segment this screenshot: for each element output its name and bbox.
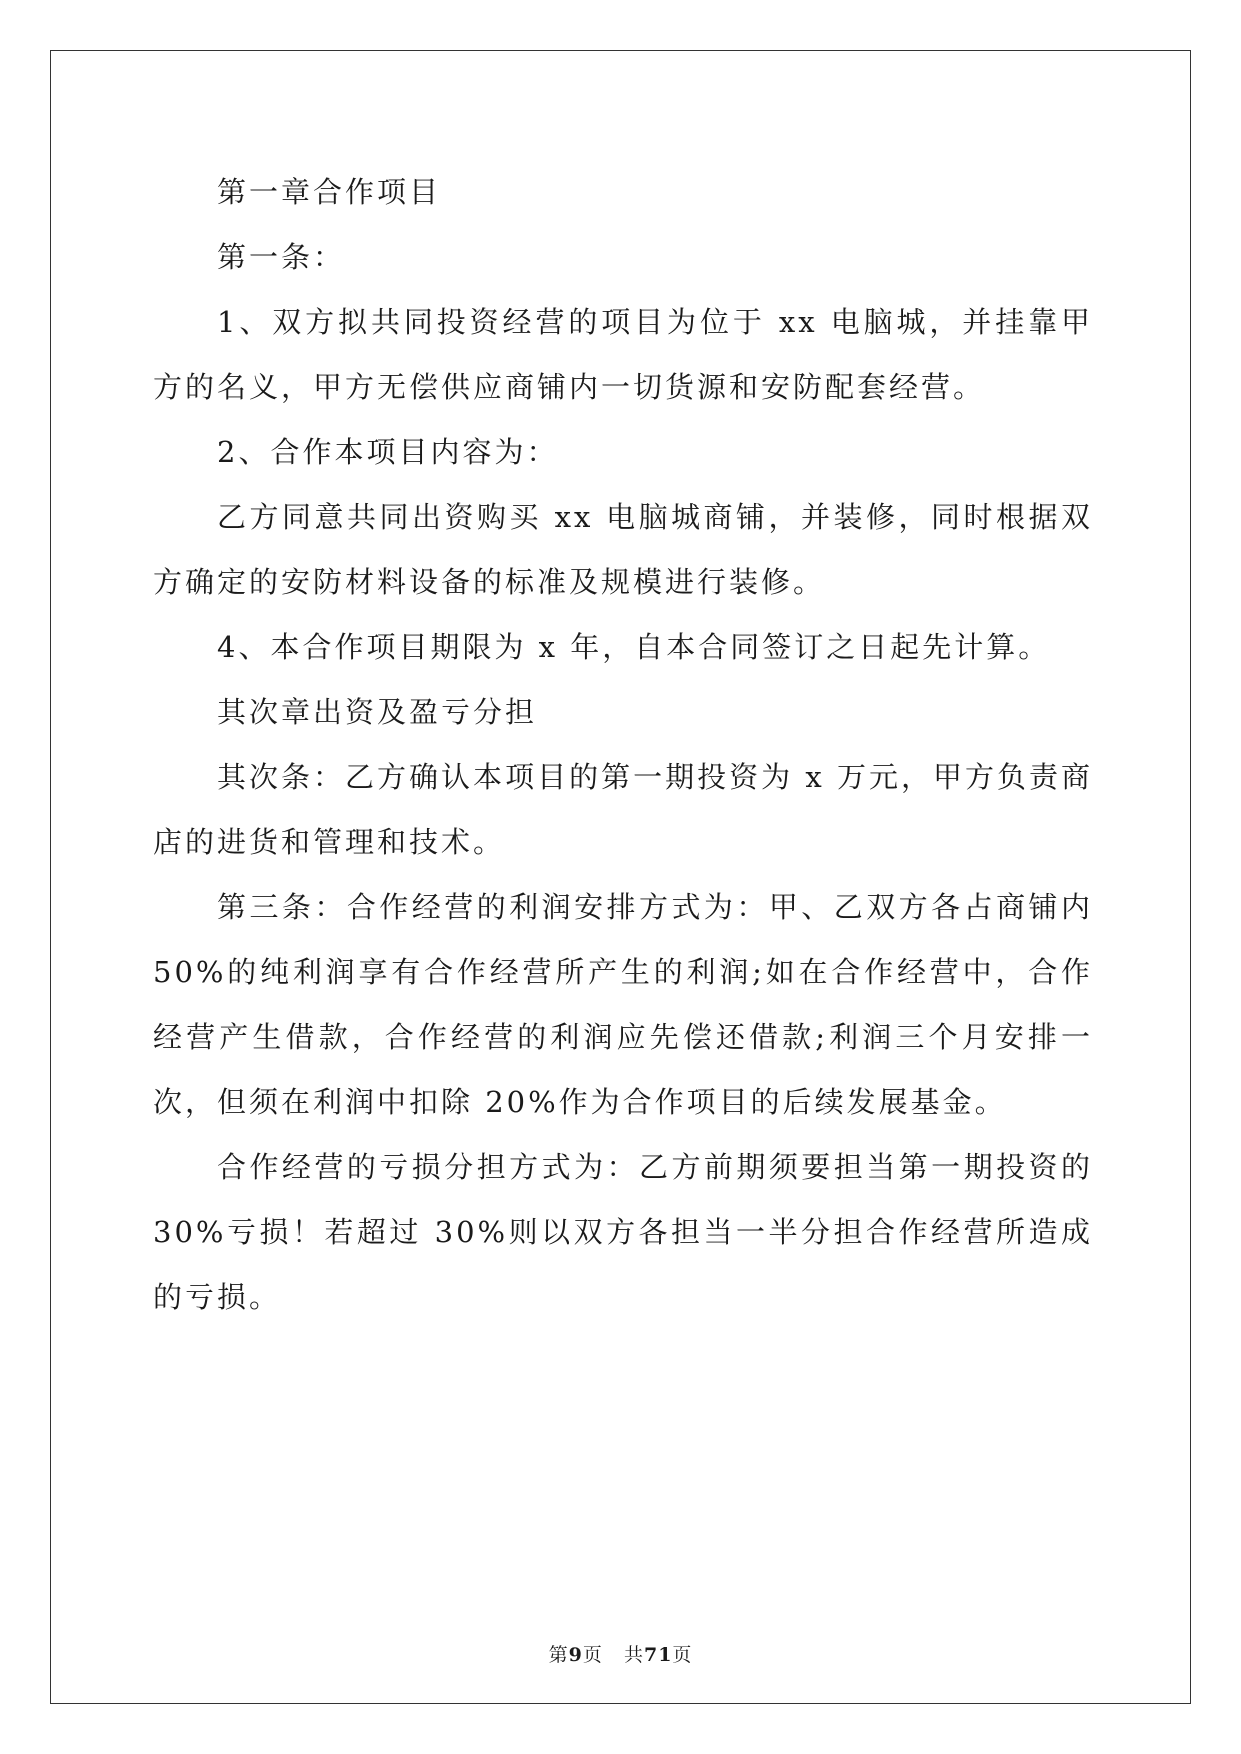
chapter-heading-2: 其次章出资及盈亏分担 (217, 695, 538, 729)
page-suffix: 页 (582, 1644, 603, 1666)
clause-paragraph: 第三条：合作经营的利润安排方式为：甲、乙双方各占商铺内 50%的纯利润享有合作经营所产生的利润;如在合作经营中，合作经营产生借款，合作经营的利润应先偿还借款;利润三个月安排一次，但须在利润中扣除 20%作为合作项目的后续发展基金。 (153, 890, 1093, 1119)
article-heading-1: 第一条： (217, 240, 346, 274)
page-number: 9 (568, 1644, 583, 1666)
chapter-heading-1: 第一章合作项目 (217, 175, 442, 209)
clause-paragraph: 合作经营的亏损分担方式为：乙方前期须要担当第一期投资的 30%亏损！若超过 30%则以双方各担当一半分担合作经营所造成的亏损。 (153, 1150, 1093, 1314)
clause-paragraph: 4、本合作项目期限为 x 年，自本合同签订之日起先计算。 (217, 630, 1051, 664)
document-body (153, 160, 1093, 1330)
total-pages: 71 (643, 1644, 673, 1666)
total-suffix: 页 (672, 1644, 693, 1666)
clause-paragraph: 2、合作本项目内容为： (217, 435, 559, 469)
clause-paragraph: 1、双方拟共同投资经营的项目为位于 xx 电脑城，并挂靠甲方的名义，甲方无偿供应商铺内一切货源和安防配套经营。 (153, 305, 1093, 404)
clause-paragraph: 乙方同意共同出资购买 xx 电脑城商铺，并装修，同时根据双方确定的安防材料设备的标准及规模进行装修。 (153, 500, 1093, 599)
clause-paragraph: 其次条：乙方确认本项目的第一期投资为 x 万元，甲方负责商店的进货和管理和技术。 (153, 760, 1093, 859)
page-footer (0, 1640, 1241, 1667)
total-prefix: 共 (623, 1644, 644, 1666)
page-prefix: 第 (548, 1644, 569, 1666)
